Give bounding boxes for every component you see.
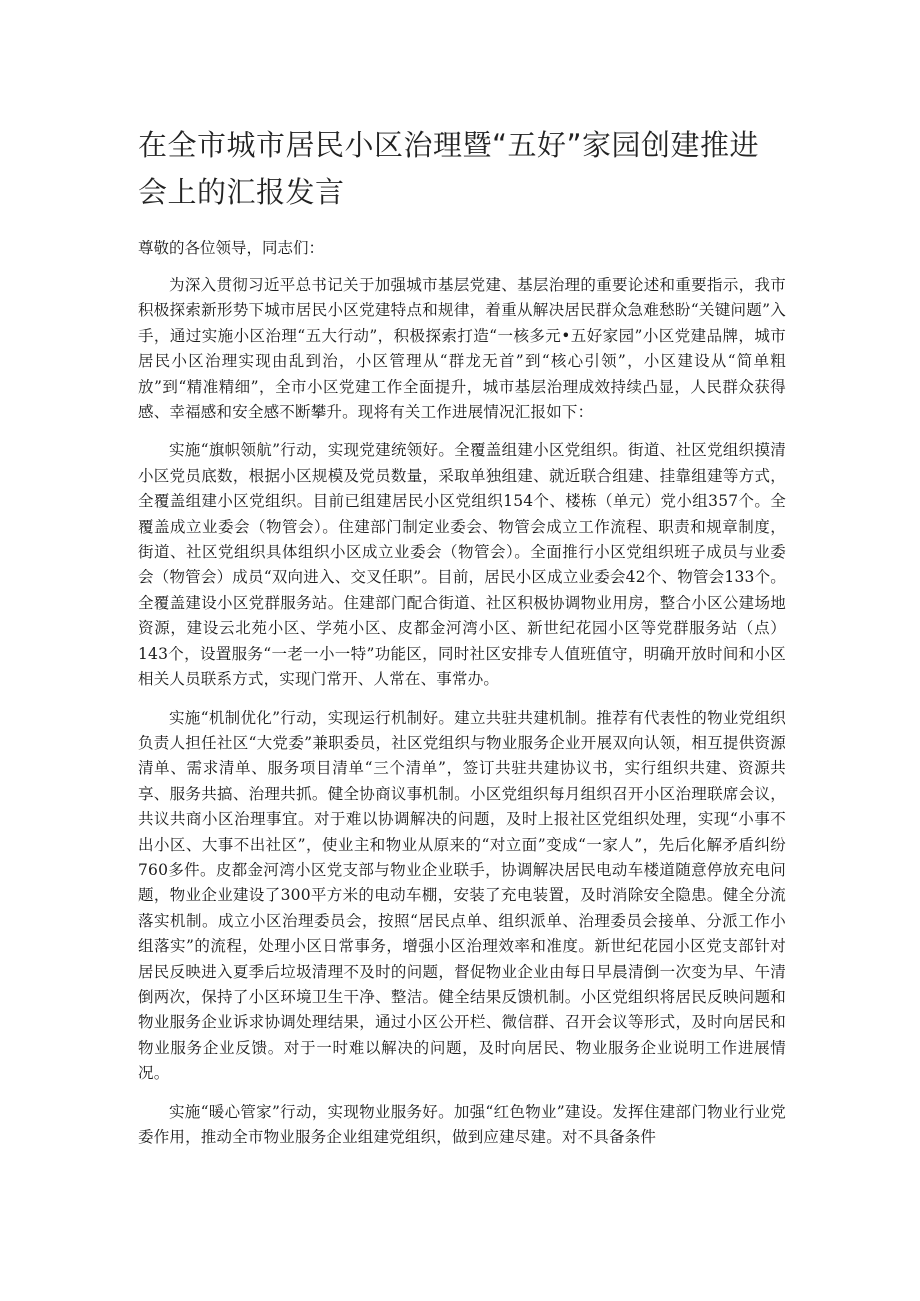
paragraph-warm-steward-action: 实施“暖心管家”行动，实现物业服务好。加强“红色物业”建设。发挥住建部门物业行业党委作用，推动全市物业服务企业组建党组织，做到应建尽建。对不具备条件 xyxy=(138,1102,786,1146)
paragraph-mechanism-optimization-action: 实施“机制优化”行动，实现运行机制好。建立共驻共建机制。推荐有代表性的物业党组织负责人担任社区“大党委”兼职委员，社区党组织与物业服务企业开展双向认领，相互提供资源清单、需求清单、服务项目清单“三个清单”，签订共驻共建协议书，实行组织共建、资源共享、服务共搞、治理共抓。健全协商议事机制。小区党组织每月组织召开小区治理联席会议，共议共商小区治理事宜。对于难以协调解决的问题，及时上报社区党组织处理，实现“小事不出小区、大事不出社区”，使业主和物业从原来的“对立面”变成“一家人”，先后化解矛盾纠纷760多件。皮都金河湾小区党支部与物业企业联手，协调解决居民电动车楼道随意停放充电问题，物业企业建设了300平方米的电动车棚，安装了充电装置，及时消除安全隐患。健全分流落实机制。成立小区治理委员会，按照“居民点单、组织派单、治理委员会接单、分派工作小组落实”的流程，处理小区日常事务，增强小区治理效率和准度。新世纪花园小区党支部针对居民反映进入夏季后垃圾清理不及时的问题，督促物业企业由每日早晨清倒一次变为早、午清倒两次，保持了小区环境卫生干净、整洁。健全结果反馈机制。小区党组织将居民反映问题和物业服务企业诉求协调处理结果，通过小区公开栏、微信群、召开会议等形式，及时向居民和物业服务企业反馈。对于一时难以解决的问题，及时向居民、物业服务企业说明工作进展情况。 xyxy=(138,708,786,1083)
document-title: 在全市城市居民小区治理暨“五好”家园创建推进会上的汇报发言 xyxy=(138,128,760,209)
paragraph-flag-leading-action: 实施“旗帜领航”行动，实现党建统领好。全覆盖组建小区党组织。街道、社区党组织摸清小区党员底数，根据小区规模及党员数量，采取单独组建、就近联合组建、挂靠组建等方式，全覆盖组建小区党组织。目前已组建居民小区党组织154个、楼栋（单元）党小组357个。全覆盖成立业委会（物管会）。住建部门制定业委会、物管会成立工作流程、职责和规章制度，街道、社区党组织具体组织小区成立业委会（物管会）。全面推行小区党组织班子成员与业委会（物管会）成员“双向进入、交叉任职”。目前，居民小区成立业委会42个、物管会133个。全覆盖建设小区党群服务站。住建部门配合街道、社区积极协调物业用房，整合小区公建场地资源，建设云北苑小区、学苑小区、皮都金河湾小区、新世纪花园小区等党群服务站（点）143个，设置服务“一老一小一特”功能区，同时社区安排专人值班值守，明确开放时间和小区相关人员联系方式，实现门常开、人常在、事常办。 xyxy=(138,441,786,689)
paragraph-intro: 为深入贯彻习近平总书记关于加强城市基层党建、基层治理的重要论述和重要指示，我市积极探索新形势下城市居民小区党建特点和规律，着重从解决居民群众急难愁盼“关键问题”入手，通过实施小区治理“五大行动”，积极探索打造“一核多元•五好家园”小区党建品牌，城市居民小区治理实现由乱到治，小区管理从“群龙无首”到“核心引领”，小区建设从“简单粗放”到“精准精细”，全市小区党建工作全面提升，城市基层治理成效持续凸显，人民群众获得感、幸福感和安全感不断攀升。现将有关工作进展情况汇报如下： xyxy=(138,276,786,422)
salutation: 尊敬的各位领导，同志们： xyxy=(138,239,325,257)
document-page xyxy=(138,122,786,1163)
